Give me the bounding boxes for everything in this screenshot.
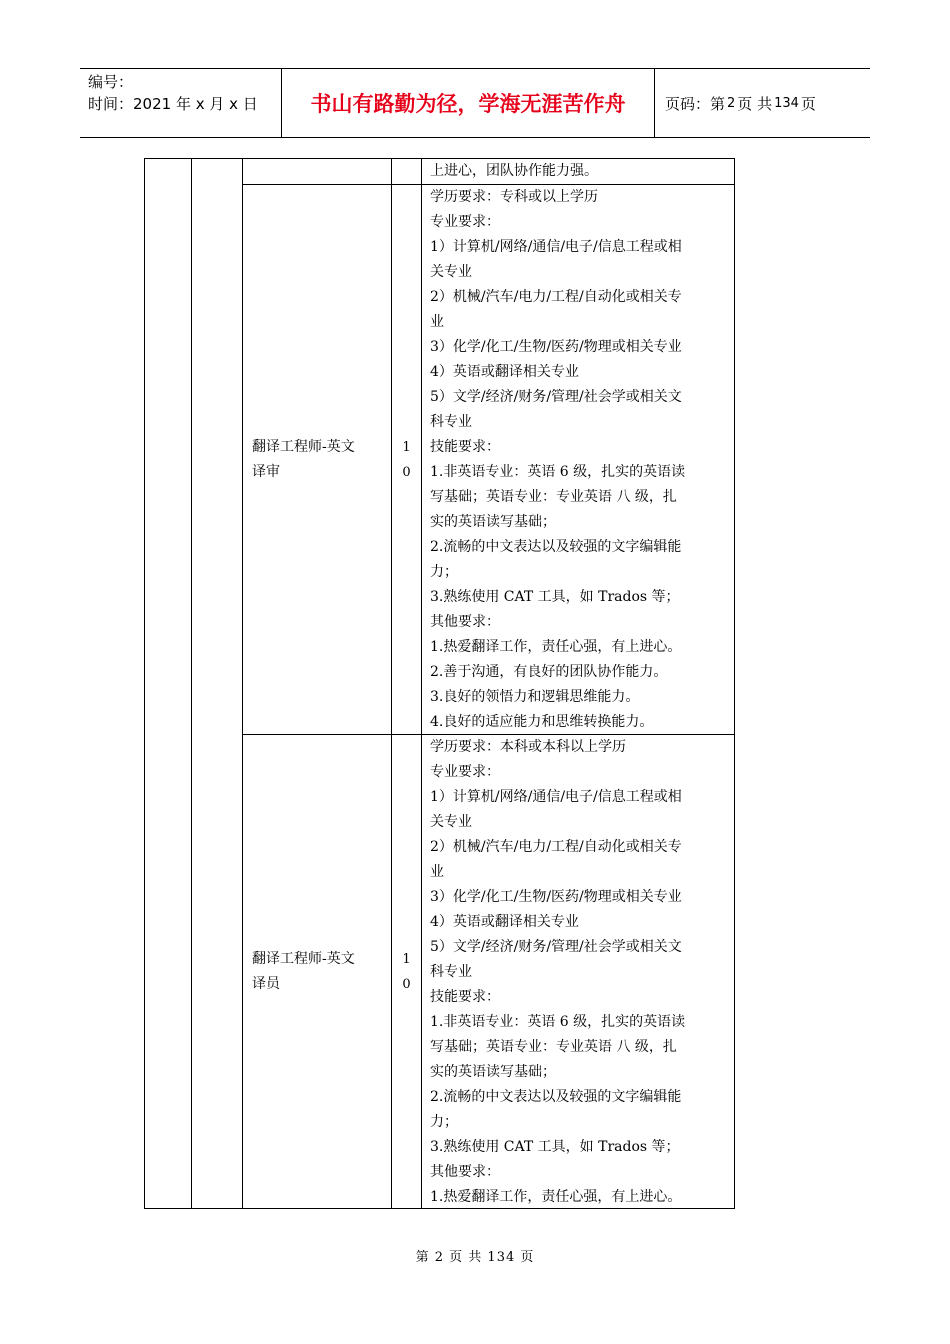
requirement-line: 关专业: [430, 814, 472, 830]
requirement-line: 业: [430, 314, 444, 330]
requirement-line: 2.流畅的中文表达以及较强的文字编辑能: [430, 539, 682, 555]
headcount: [392, 947, 421, 997]
requirement-line: 专业要求：: [430, 764, 500, 780]
requirement-line: 专业要求：: [430, 214, 500, 230]
requirement-line: 2.流畅的中文表达以及较强的文字编辑能: [430, 1089, 682, 1105]
requirement-line: 3.熟练使用 CAT 工具，如 Trados 等；: [430, 1139, 680, 1155]
requirement-line: 1.热爱翻译工作，责任心强，有上进心。: [430, 639, 682, 655]
requirement-line: 1.热爱翻译工作，责任心强，有上进心。: [430, 1189, 682, 1205]
requirement-line: 1）计算机/网络/通信/电子/信息工程或相: [430, 239, 682, 255]
header-page-info: [655, 69, 870, 137]
requirement-line: 1）计算机/网络/通信/电子/信息工程或相: [430, 789, 682, 805]
page-footer: 第 2 页 共 134 页: [415, 1250, 535, 1265]
page-mid: 页 共: [737, 94, 773, 113]
page-current: 2: [727, 95, 736, 111]
requirement-line: 其他要求：: [430, 614, 500, 630]
requirement-line: 3）化学/化工/生物/医药/物理或相关专业: [430, 889, 682, 905]
requirement-line: 3）化学/化工/生物/医药/物理或相关专业: [430, 339, 682, 355]
top-row-requirement: [430, 159, 598, 184]
page-header: [80, 68, 870, 138]
headcount-digit: 1: [402, 440, 411, 455]
requirements-list: [430, 735, 685, 1210]
requirement-line: 业: [430, 864, 444, 880]
requirement-line: 科专业: [430, 414, 472, 430]
requirement-line: 技能要求：: [430, 439, 500, 455]
column-divider: [391, 159, 392, 1208]
column-divider: [421, 159, 422, 1208]
position-line: 翻译工程师-英文: [252, 951, 355, 967]
number-label: 编号：: [88, 73, 134, 91]
requirement-line: 4）英语或翻译相关专业: [430, 914, 579, 930]
requirement-line: 实的英语读写基础；: [430, 514, 556, 530]
requirement-line: 1.非英语专业：英语 6 级，扎实的英语读: [430, 464, 686, 480]
requirement-line: 科专业: [430, 964, 472, 980]
requirement-line: 学历要求：专科或以上学历: [430, 189, 598, 205]
requirement-line: 实的英语读写基础；: [430, 1064, 556, 1080]
position-title: [252, 435, 355, 485]
page-suffix: 页: [800, 94, 816, 113]
page-total: 134: [774, 95, 799, 111]
requirement-line: 4.良好的适应能力和思维转换能力。: [430, 714, 654, 730]
position-line: 译审: [252, 464, 280, 480]
requirement-line: 2.善于沟通，有良好的团队协作能力。: [430, 664, 668, 680]
time-label: 时间：2021 年 x 月 x 日: [88, 95, 258, 113]
headcount: [392, 435, 421, 485]
position-title: [252, 947, 355, 997]
header-meta: [80, 69, 281, 137]
requirement-line: 力；: [430, 564, 458, 580]
job-requirements-table: [144, 158, 735, 1209]
requirement-line: 上进心，团队协作能力强。: [430, 163, 598, 179]
requirement-line: 其他要求：: [430, 1164, 500, 1180]
headcount-digit: 1: [402, 952, 411, 967]
requirement-line: 技能要求：: [430, 989, 500, 1005]
requirement-line: 3.熟练使用 CAT 工具，如 Trados 等；: [430, 589, 680, 605]
headcount-digit: 0: [402, 977, 411, 992]
requirement-line: 学历要求：本科或本科以上学历: [430, 739, 626, 755]
position-line: 翻译工程师-英文: [252, 439, 355, 455]
requirement-line: 写基础；英语专业：专业英语 八 级，扎: [430, 1039, 677, 1055]
requirement-line: 关专业: [430, 264, 472, 280]
requirement-line: 1.非英语专业：英语 6 级，扎实的英语读: [430, 1014, 686, 1030]
requirement-line: 写基础；英语专业：专业英语 八 级，扎: [430, 489, 677, 505]
headcount-digit: 0: [402, 465, 411, 480]
requirement-line: 4）英语或翻译相关专业: [430, 364, 579, 380]
column-divider: [191, 159, 192, 1208]
requirement-line: 3.良好的领悟力和逻辑思维能力。: [430, 689, 640, 705]
page-prefix: 页码：第: [665, 94, 726, 113]
requirement-line: 5）文学/经济/财务/管理/社会学或相关文: [430, 389, 682, 405]
requirement-line: 力；: [430, 1114, 458, 1130]
position-line: 译员: [252, 976, 280, 992]
requirement-line: 5）文学/经济/财务/管理/社会学或相关文: [430, 939, 682, 955]
requirement-line: 2）机械/汽车/电力/工程/自动化或相关专: [430, 289, 682, 305]
column-divider: [242, 159, 243, 1208]
requirement-line: 2）机械/汽车/电力/工程/自动化或相关专: [430, 839, 682, 855]
header-motto: 书山有路勤为径，学海无涯苦作舟: [281, 69, 655, 137]
requirements-list: [430, 185, 685, 735]
